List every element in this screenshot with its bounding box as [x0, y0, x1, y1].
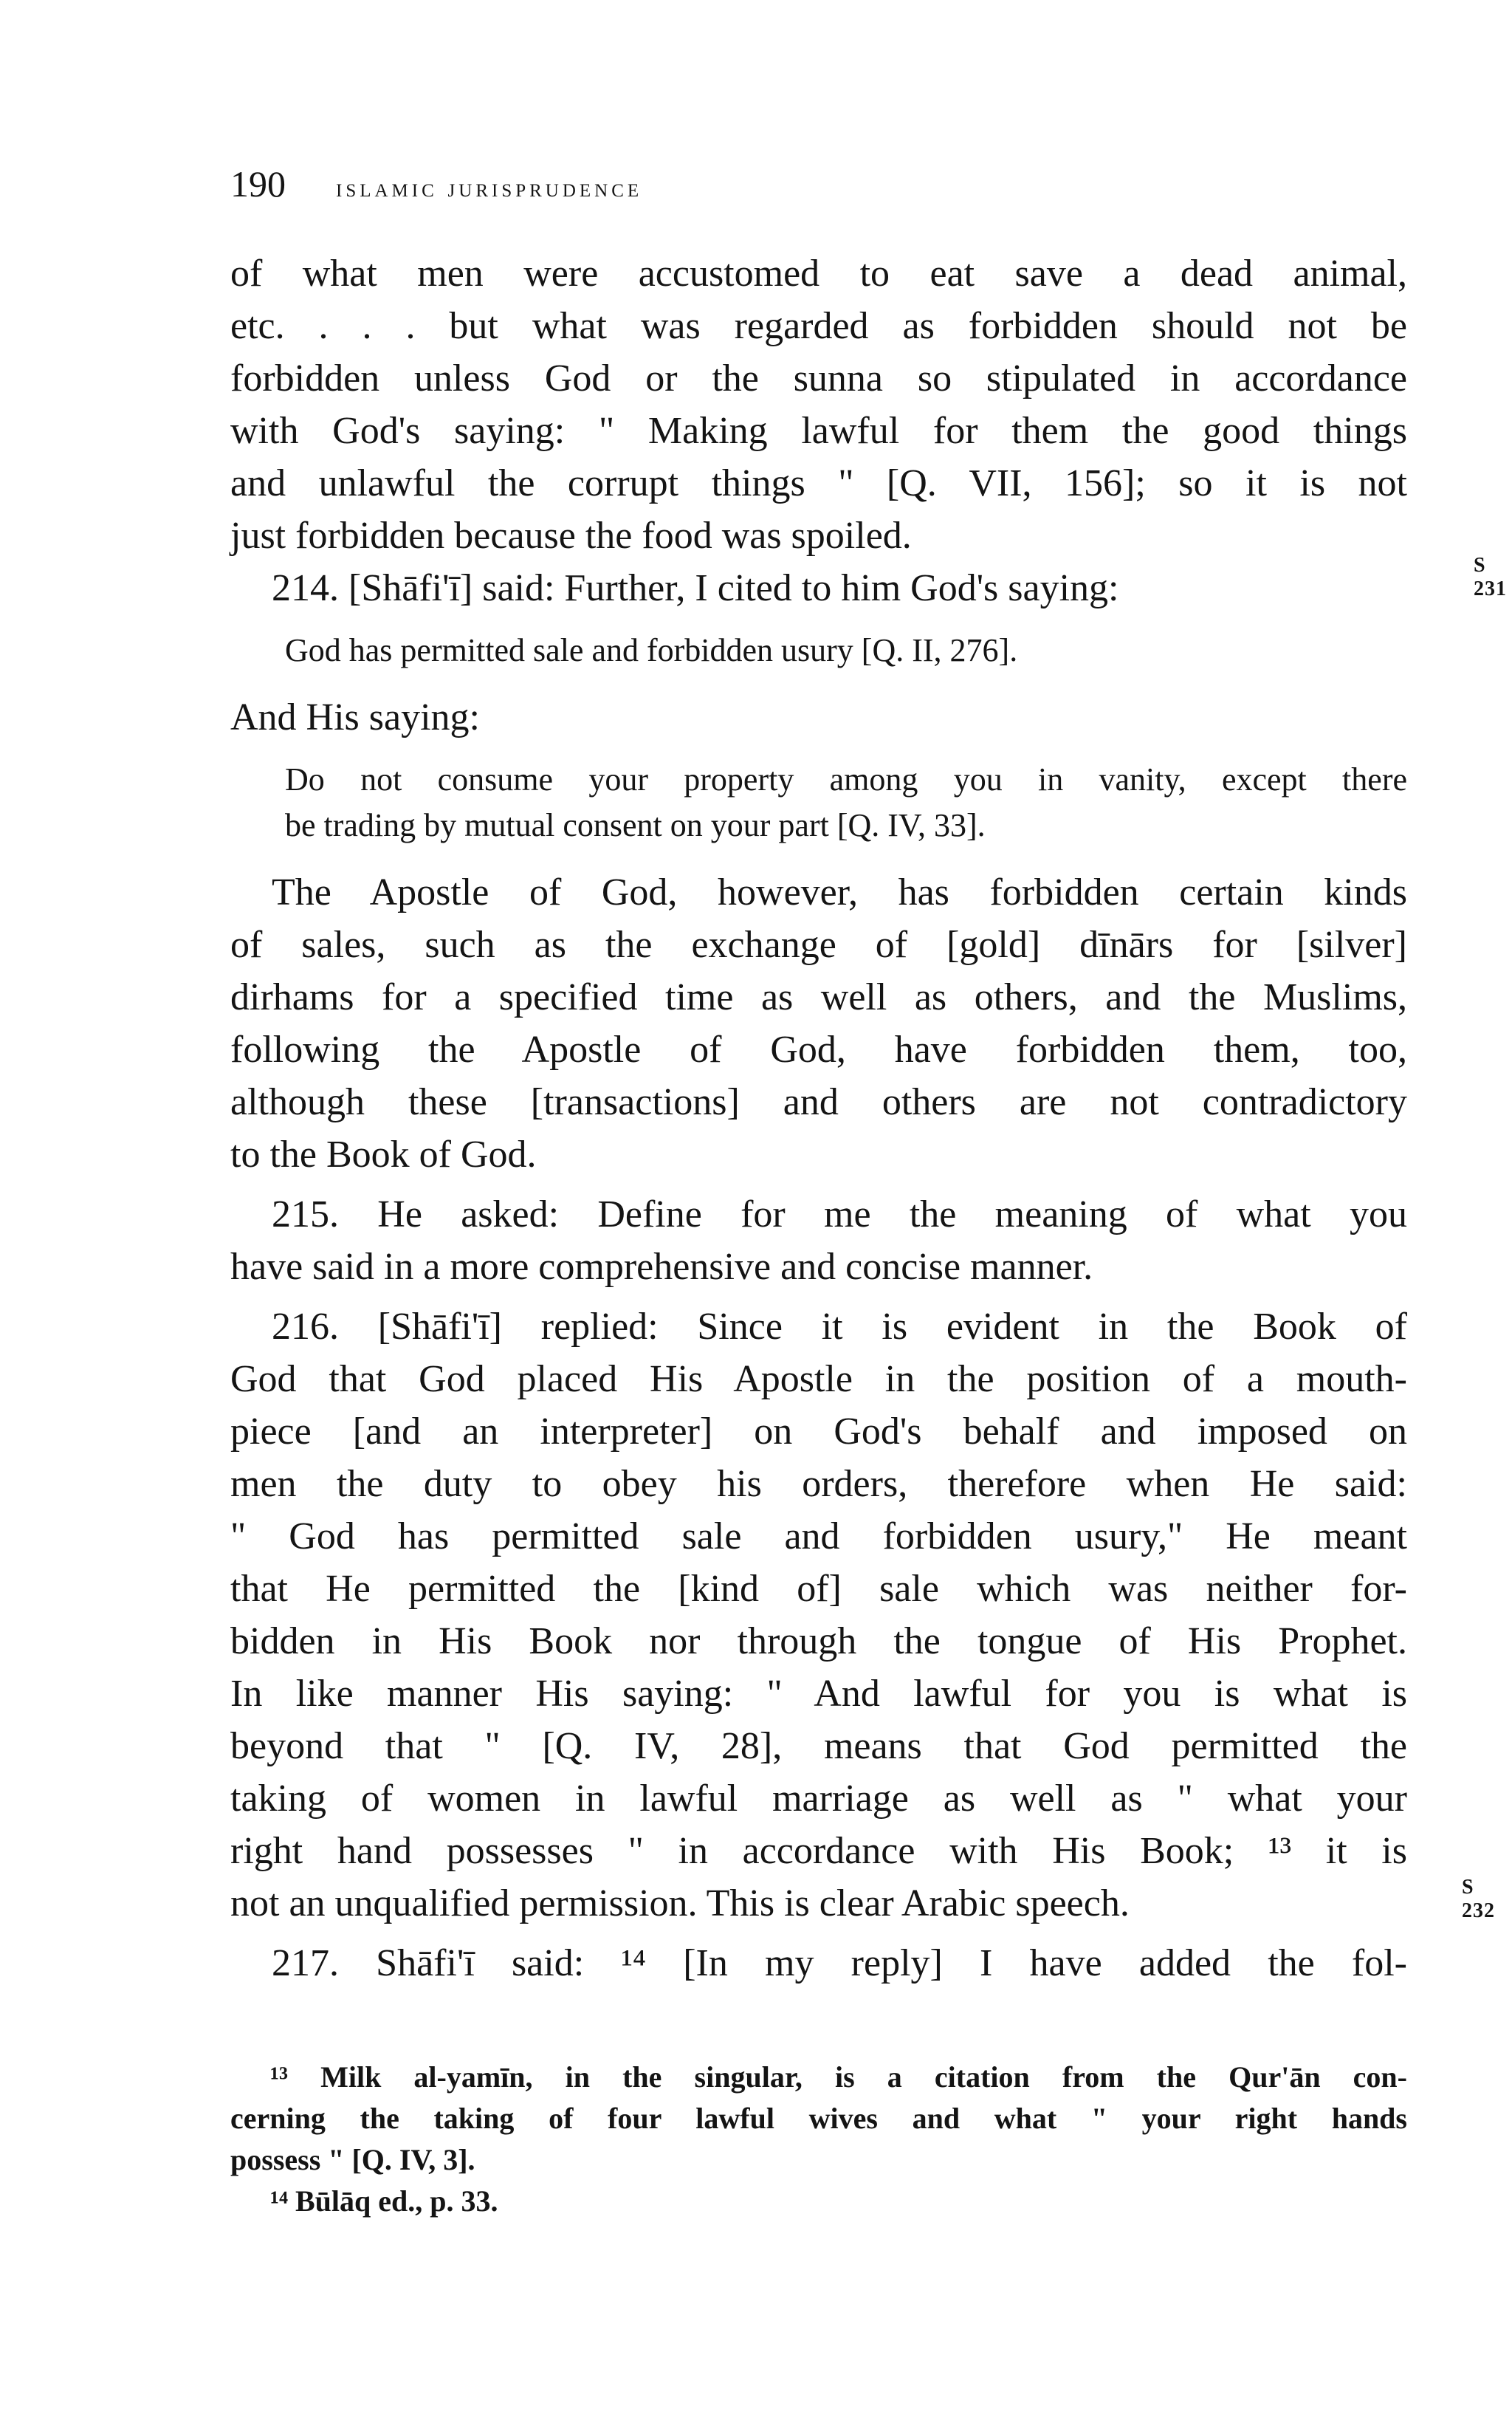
paragraph-216 — [230, 1300, 1407, 1930]
text-line: 217. Shāfi'ī said: ¹⁴ [In my reply] I have added the fol- — [272, 1942, 1407, 1984]
footnote-line: possess " [Q. IV, 3]. — [230, 2143, 475, 2176]
quote-line: God has permitted sale and forbidden usury [Q. II, 276]. — [285, 632, 1018, 668]
text-line: that He permitted the [kind of] sale which was neither for- — [230, 1568, 1407, 1610]
text-line: not an unqualified permission. This is clear Arabic speech. — [230, 1882, 1130, 1924]
paragraph-214 — [230, 562, 1407, 614]
running-head: islamic jurisprudence — [336, 174, 643, 202]
text-line: bidden in His Book nor through the tongue of His Prophet. — [230, 1620, 1407, 1662]
body-text — [230, 247, 1407, 1989]
paragraph-his-saying — [230, 691, 1407, 744]
text-line: right hand possesses " in accordance with His Book; ¹³ it is — [230, 1830, 1407, 1872]
block-quote-sale-usury — [230, 628, 1407, 673]
text-line: " God has permitted sale and forbidden usury," He meant — [230, 1515, 1407, 1557]
paragraph-apostle — [230, 866, 1407, 1181]
paragraph-continuation — [230, 247, 1407, 562]
text-line: following the Apostle of God, have forbidden them, too, — [230, 1029, 1407, 1071]
quote-line: Do not consume your property among you in vanity, except there — [285, 761, 1407, 798]
text-line: have said in a more comprehensive and concise manner. — [230, 1246, 1093, 1288]
text-line: piece [and an interpreter] on God's behalf and imposed on — [230, 1410, 1407, 1453]
text-line: 216. [Shāfi'ī] replied: Since it is evident in the Book of — [272, 1306, 1407, 1348]
paragraph-217 — [230, 1937, 1407, 1989]
footnote-line: ¹⁴ Būlāq ed., p. 33. — [270, 2184, 498, 2218]
text-line: and unlawful the corrupt things " [Q. VII, 156]; so it is not — [230, 462, 1407, 504]
page-number: 190 — [230, 163, 286, 205]
text-line: God that God placed His Apostle in the position of a mouth- — [230, 1358, 1407, 1400]
page-header — [230, 162, 642, 207]
text-line: beyond that " [Q. IV, 28], means that God permitted the — [230, 1725, 1407, 1767]
text-line: although these [transactions] and others are not contradictory — [230, 1081, 1407, 1123]
footnote-line: cerning the taking of four lawful wives and what " your right hands — [230, 2102, 1407, 2135]
text-line: forbidden unless God or the sunna so stipulated in accordance — [230, 357, 1407, 400]
footnote-line: ¹³ Milk al-yamīn, in the singular, is a citation from the Qur'ān con- — [270, 2060, 1407, 2094]
text-line: 215. He asked: Define for me the meaning of what you — [272, 1193, 1407, 1235]
text-line: men the duty to obey his orders, therefore when He said: — [230, 1463, 1407, 1505]
text-line: to the Book of God. — [230, 1134, 537, 1176]
text-line: dirhams for a specified time as well as others, and the Muslims, — [230, 976, 1407, 1018]
text-line: taking of women in lawful marriage as well as " what your — [230, 1777, 1407, 1820]
text-line: In like manner His saying: " And lawful for you is what is — [230, 1673, 1407, 1715]
text-line: And His saying: — [230, 696, 480, 738]
text-line: of sales, such as the exchange of [gold] dīnārs for [silver] — [230, 924, 1407, 966]
margin-note-s232: S 232 — [1462, 1876, 1495, 1922]
text-line: etc. . . . but what was regarded as forbidden should not be — [230, 305, 1407, 347]
text-line: 214. [Shāfi'ī] said: Further, I cited to him God's saying: — [272, 567, 1119, 609]
quote-line: be trading by mutual consent on your part [Q. IV, 33]. — [285, 807, 986, 843]
text-line: with God's saying: " Making lawful for them the good things — [230, 410, 1407, 452]
footnote-14 — [230, 2181, 1407, 2222]
block-quote-property — [230, 757, 1407, 849]
text-line: just forbidden because the food was spoiled. — [230, 515, 912, 557]
text-line: of what men were accustomed to eat save a dead animal, — [230, 253, 1407, 295]
margin-note-s231: S 231 — [1474, 554, 1507, 600]
footnotes — [230, 2057, 1407, 2222]
paragraph-215 — [230, 1188, 1407, 1293]
text-line: The Apostle of God, however, has forbidden certain kinds — [272, 871, 1407, 913]
footnote-13 — [230, 2057, 1407, 2181]
